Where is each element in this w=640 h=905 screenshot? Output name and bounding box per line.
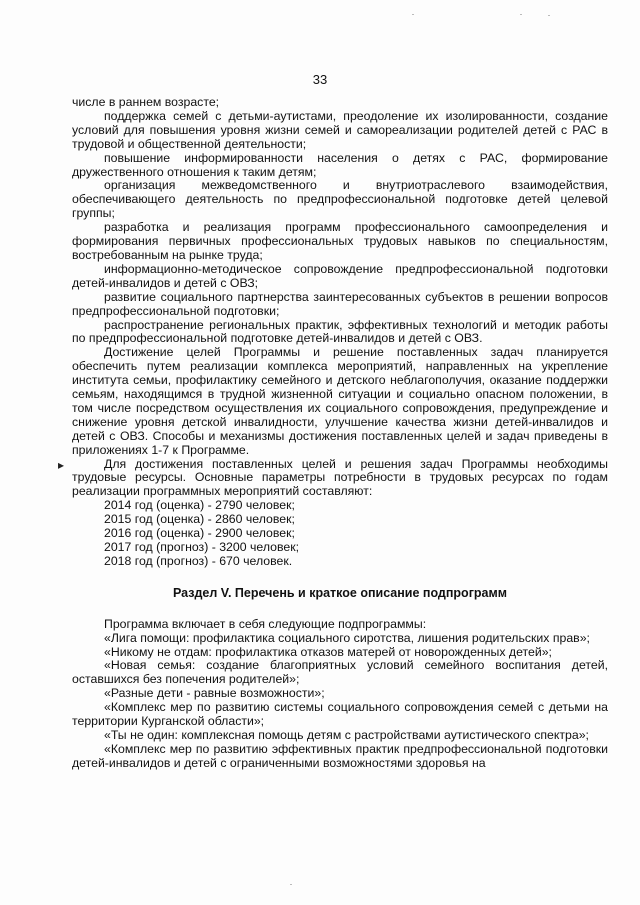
scan-speck xyxy=(412,14,414,15)
paragraph: развитие социального партнерства заинтересованных субъектов в решении вопросов предпрофессиональной подготовки; xyxy=(72,289,608,318)
subprogram-item: «Разные дети - равные возможности»; xyxy=(104,686,325,701)
staff-list-item: 2016 год (оценка) - 2900 человек; xyxy=(104,526,295,541)
paragraph: Программа включает в себя следующие подпрограммы: xyxy=(104,616,427,631)
subprogram-item: «Никому не отдам: профилактика отказов матерей от новорожденных детей»; xyxy=(104,644,552,659)
subprogram-item: «Ты не один: комплексная помощь детям с растройствами аутистического спектра»; xyxy=(104,727,589,742)
paragraph: информационно-методическое сопровождение предпрофессиональной подготовки детей-инвалидов и детей с ОВЗ; xyxy=(72,261,608,290)
paragraph: числе в раннем возрасте; xyxy=(72,95,220,109)
scan-speck xyxy=(520,14,522,15)
paragraph: организация межведомственного и внутриотраслевого взаимодействия, обеспечивающего деятельность по предпрофессиональной подготовке детей целевой группы; xyxy=(72,178,608,221)
staff-list-item: 2015 год (оценка) - 2860 человек; xyxy=(104,512,295,527)
subprogram-item: «Новая семья: создание благоприятных условий семейного воспитания детей, оставшихся без попечения родителей»; xyxy=(72,658,608,687)
paragraph: повышение информированности населения о детях с РАС, формирование дружественного отношения к таким детям; xyxy=(72,150,608,179)
subprogram-item: «Лига помощи: профилактика социального сиротства, лишения родительских прав»; xyxy=(104,630,590,645)
paragraph: распространение региональных практик, эффективных технологий и методик работы по предпрофессиональной подготовке детей-инвалидов и детей с ОВЗ. xyxy=(72,317,608,346)
scan-speck xyxy=(548,15,550,16)
staff-list-item: 2014 год (оценка) - 2790 человек; xyxy=(104,498,295,513)
paragraph: Для достижения поставленных целей и решения задач Программы необходимы трудовые ресурсы. Основные параметры потребности в трудовых ресурсах по годам реализации программных мероприятий составляют: xyxy=(72,456,608,499)
staff-list-item: 2017 год (прогноз) - 3200 человек; xyxy=(104,540,300,554)
subprogram-item: «Комплекс мер по развитию системы социального сопровождения семей с детьми на территории Курганской области»; xyxy=(72,700,608,729)
margin-mark: ▸ xyxy=(58,458,65,472)
paragraph: разработка и реализация программ профессионального самоопределения и формирования первичных профессиональных трудовых навыков по специальностям, востребованным на рынке труда; xyxy=(72,220,608,262)
paragraph: поддержка семей с детьми-аутистами, преодоление их изолированности, создание условий для повышения уровня жизни семей и самореализации родителей детей с РАС в трудовой и общественной деятельности; xyxy=(72,108,608,151)
staff-list-item: 2018 год (прогноз) - 670 человек. xyxy=(104,553,293,568)
document-body xyxy=(72,96,608,771)
section-title: Раздел V. Перечень и краткое описание подпрограмм xyxy=(173,585,507,600)
scan-speck xyxy=(290,884,292,885)
page-number: 33 xyxy=(312,72,328,87)
paragraph: Достижение целей Программы и решение поставленных задач планируется обеспечить путем реализации комплекса мероприятий, направленных на укрепление института семьи, профилактику семейного и детского неблагополучия, оказание поддержки семьям, находящимся в трудной жизненной ситуации и социально опасном положении, в том числе посредством осуществления их социального сопровождения, предупреждение и снижение уровня детской инвалидности, улучшение качества жизни детей-инвалидов и детей с ОВЗ. Способы и механизмы достижения поставленных целей и задач приведены в приложениях 1-7 к Программе. xyxy=(72,345,608,457)
subprogram-item: «Комплекс мер по развитию эффективных практик предпрофессиональной подготовки детей-инвалидов и детей с ограниченными возможностями здоровья на xyxy=(72,741,608,770)
